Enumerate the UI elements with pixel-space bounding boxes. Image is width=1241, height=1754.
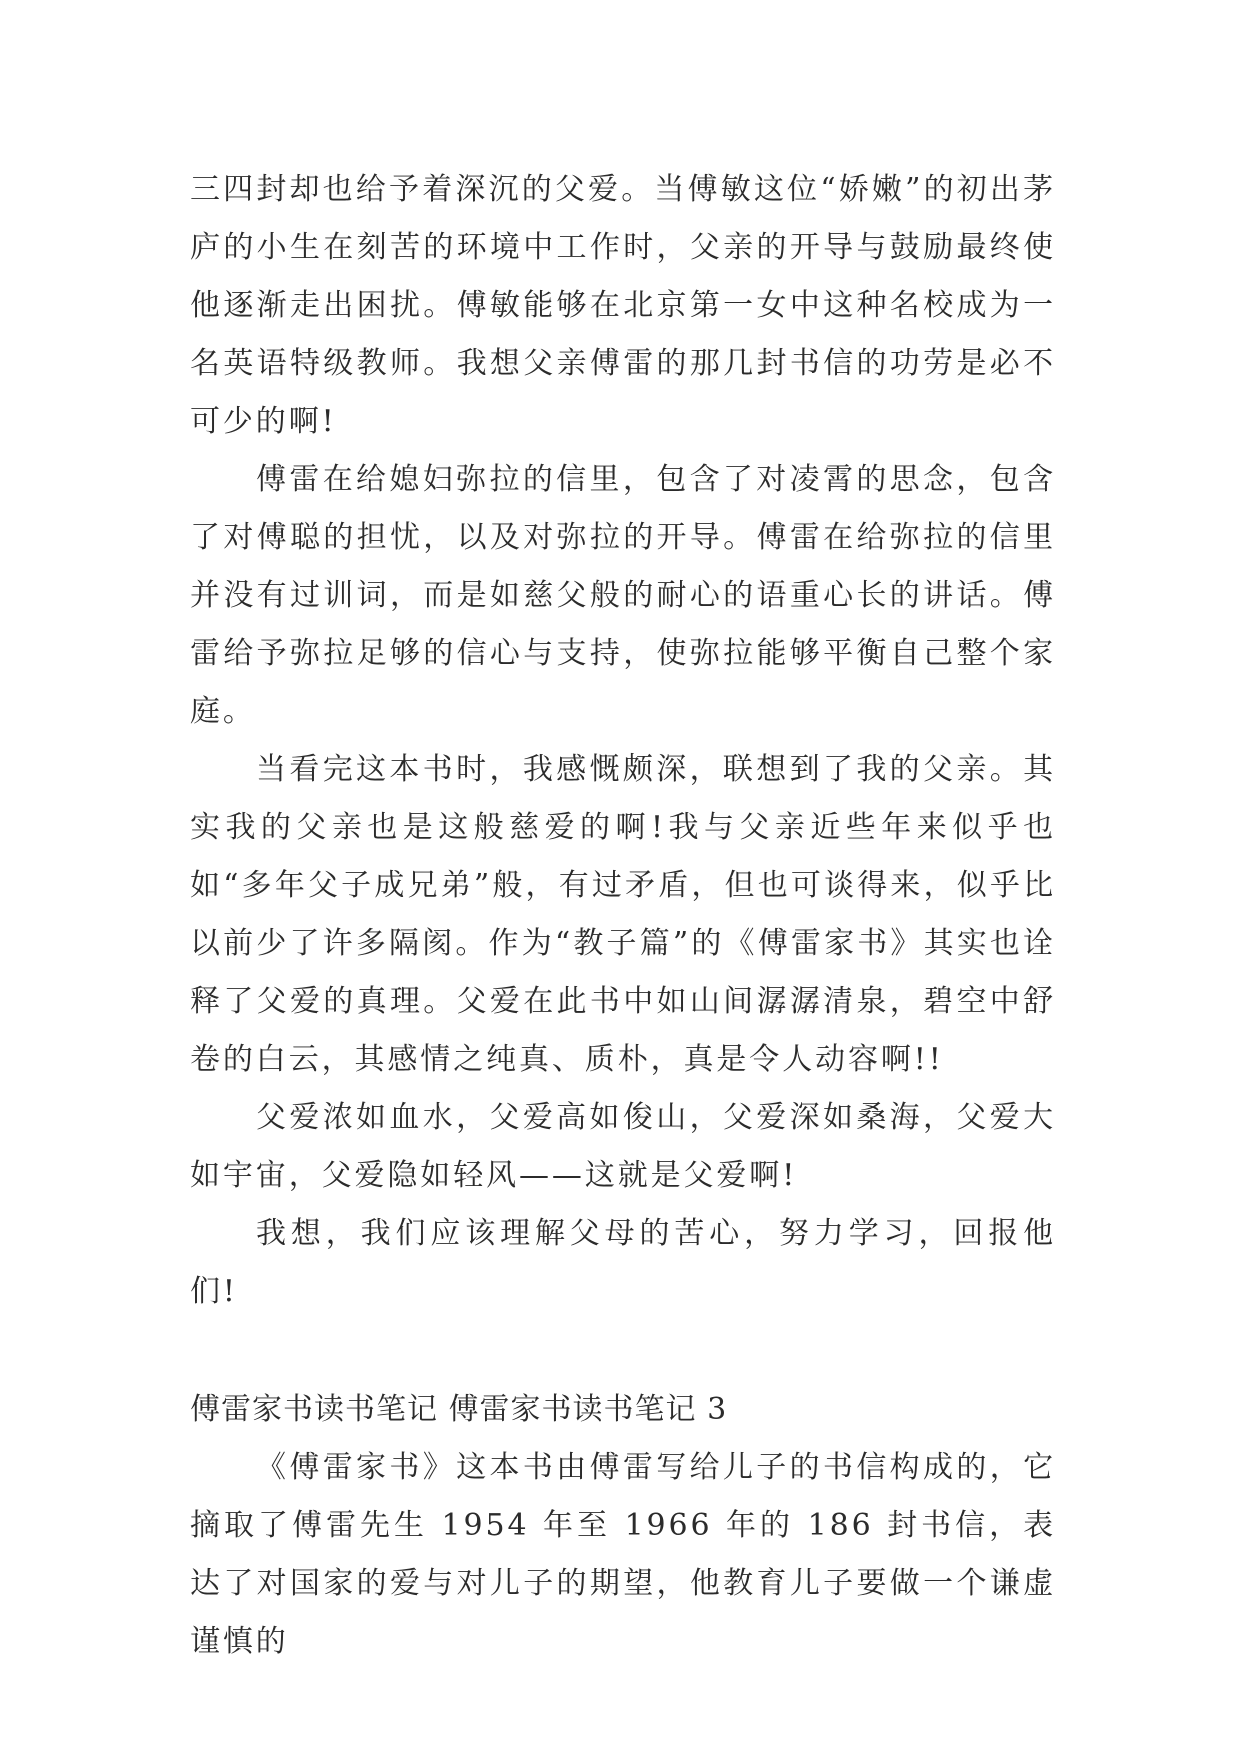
paragraph-conclusion: 我想，我们应该理解父母的苦心，努力学习，回报他们! <box>190 1216 1056 1309</box>
paragraph-fatherly-love: 父爱浓如血水，父爱高如俊山，父爱深如桑海，父爱大如宇宙，父爱隐如轻风——这就是父爱啊! <box>190 1100 1056 1193</box>
section-heading: 傅雷家书读书笔记 傅雷家书读书笔记 3 <box>190 1392 728 1427</box>
paragraph-reflection: 当看完这本书时，我感慨颇深，联想到了我的父亲。其实我的父亲也是这般慈爱的啊!我与父亲近些年来似乎也如“多年父子成兄弟”般，有过矛盾，但也可谈得来，似乎比以前少了许多隔阂。作为“教子篇”的《傅雷家书》其实也诠释了父爱的真理。父爱在此书中如山间潺潺清泉，碧空中舒卷的白云，其感情之纯真、质朴，真是令人动容啊!! <box>190 752 1056 1077</box>
paragraph-continued: 三四封却也给予着深沉的父爱。当傅敏这位“娇嫩”的初出茅庐的小生在刻苦的环境中工作时，父亲的开导与鼓励最终使他逐渐走出困扰。傅敏能够在北京第一女中这种名校成为一名英语特级教师。我想父亲傅雷的那几封书信的功劳是必不可少的啊! <box>190 172 1056 439</box>
document-body <box>190 161 1056 1671</box>
paragraph-section-intro: 《傅雷家书》这本书由傅雷写给儿子的书信构成的，它摘取了傅雷先生 1954 年至 1966 年的 186 封书信，表达了对国家的爱与对儿子的期望，他教育儿子要做一个谦虚谨慎的 <box>190 1450 1056 1659</box>
paragraph-mira-letters: 傅雷在给媳妇弥拉的信里，包含了对凌霄的思念，包含了对傅聪的担忧，以及对弥拉的开导。傅雷在给弥拉的信里并没有过训词，而是如慈父般的耐心的语重心长的讲话。傅雷给予弥拉足够的信心与支持，使弥拉能够平衡自己整个家庭。 <box>190 462 1056 729</box>
